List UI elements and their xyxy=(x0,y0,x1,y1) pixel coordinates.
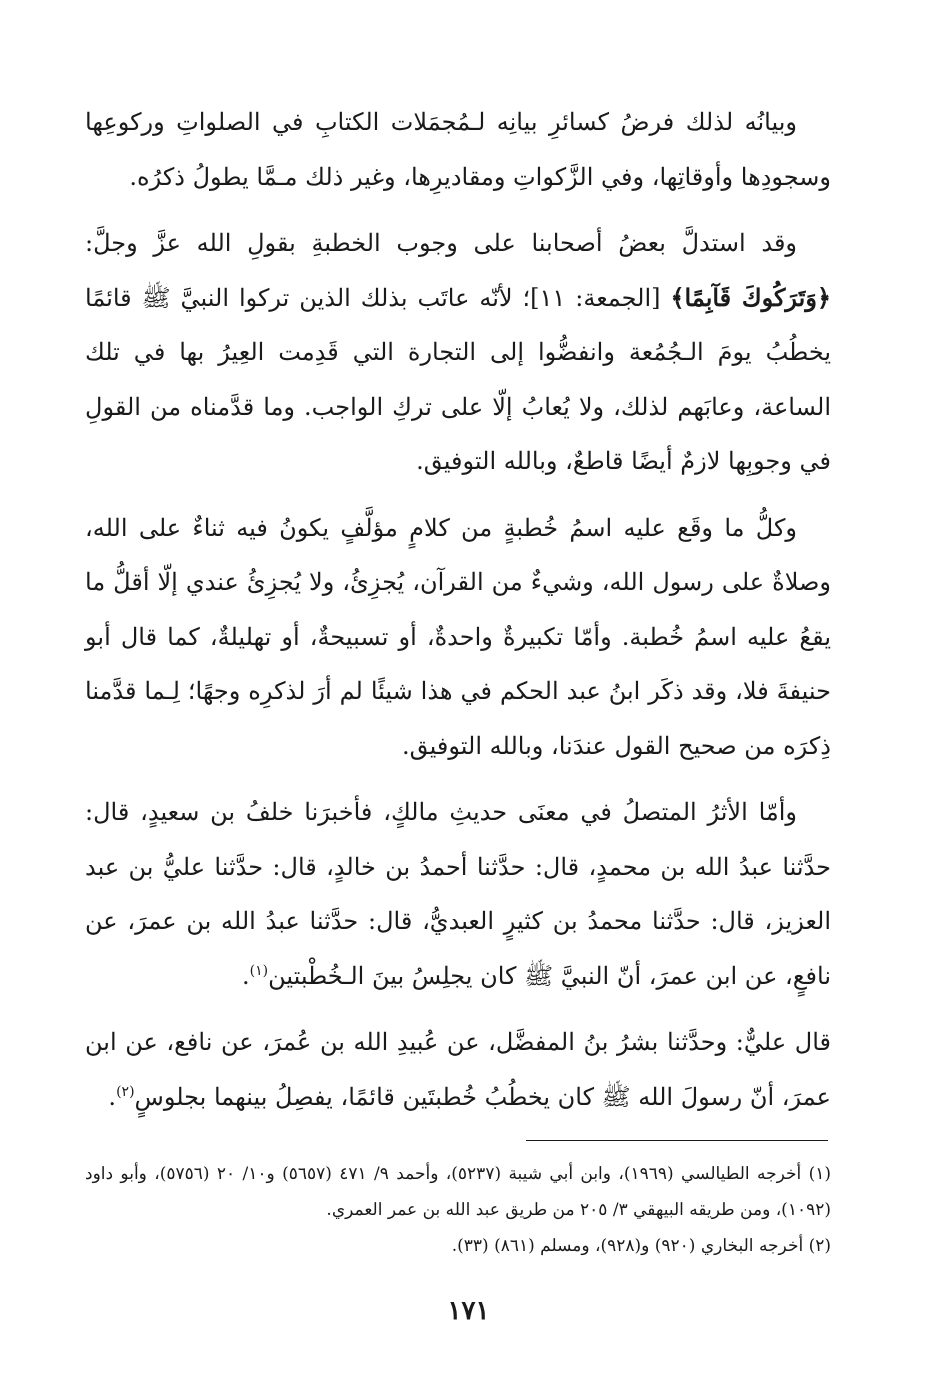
footnote-ref-1[interactable]: (١) xyxy=(249,962,269,979)
paragraph-5-text: قال عليٌّ: وحدَّثنا بشرُ بنُ المفضَّل، عن عُبيدِ الله بن عُمرَ، عن نافع، عن ابن عمرَ، أنّ رسولَ الله ﷺ كان يخطُبُ خُطبتَين قائمًا، يفصِلُ بينهما بجلوسٍ xyxy=(85,1028,831,1111)
paragraph-2-intro: وقد استدلَّ بعضُ أصحابنا على وجوب الخطبةِ بقولِ الله عزَّ وجلَّ: xyxy=(85,229,798,257)
paragraph-5 xyxy=(85,1015,831,1124)
paragraph-3-text: وكلُّ ما وقَع عليه اسمُ خُطبةٍ من كلامٍ مؤلَّفٍ يكونُ فيه ثناءٌ على الله، وصلاةٌ على رسول الله، وشيءٌ من القرآن، يُجزِئُ، ولا يُجزِئُ عندي إلّا أقلُّ ما يقعُ عليه اسمُ خُطبة. وأمّا تكبيرةٌ واحدةٌ، أو تسبيحةٌ، أو تهليلةٌ، كما قال أبو حنيفةَ فلا، وقد ذكَر ابنُ عبد الحكم في هذا شيئًا لم أرَ لذكرِه وجهًا؛ لِـما قدَّمنا ذِكرَه من صحيح القول عندَنا، وبالله التوفيق. xyxy=(85,513,832,760)
paragraph-2 xyxy=(85,216,831,489)
main-text xyxy=(85,95,831,1136)
footnote-1: (١) أخرجه الطيالسي (١٩٦٩)، وابن أبي شيبة (٥٢٣٧)، وأحمد ٩/ ٤٧١ (٥٦٥٧) و١٠/ ٢٠ (٥٧٥٦)، وأبو داود (١٠٩٢)، ومن طريقه البيهقي ٣/ ٢٠٥ من طريق عبد الله بن عمر العمري. xyxy=(85,1164,832,1220)
paragraph-3 xyxy=(85,501,831,774)
paragraph-1 xyxy=(85,95,831,204)
quran-verse: ﴿وَتَرَكُوكَ قَآبِمًا﴾ xyxy=(670,282,831,312)
footnote-ref-2[interactable]: (٢) xyxy=(116,1083,135,1100)
footnote-separator xyxy=(526,1140,828,1141)
paragraph-4-end: . xyxy=(242,961,250,990)
page-number: ١٧١ xyxy=(447,1296,490,1326)
paragraph-5-end: . xyxy=(108,1082,117,1111)
paragraph-1-text: وبيانُه لذلك فرضُ كسائرِ بيانِه لـمُجمَلات الكتابِ في الصلواتِ وركوعِها وسجودِها وأوقاتِها، وفي الزَّكواتِ ومقاديرِها، وغير ذلك مـمَّا يطولُ ذكرُه. xyxy=(85,108,831,191)
paragraph-4 xyxy=(85,785,831,1003)
paragraph-2-text: [الجمعة: ١١]؛ لأنّه عاتَب بذلك الذين تركوا النبيَّ ﷺ قائمًا يخطُبُ يومَ الـجُمُعة وانفضُّوا إلى التجارة التي قَدِمت العِيرُ بها في تلك الساعة، وعابَهم لذلك، ولا يُعابُ إلّا على تركِ الواجب. وما قدَّمناه من القولِ في وجوبِها لازمٌ أيضًا قاطعٌ، وبالله التوفيق. xyxy=(85,283,831,475)
footnotes xyxy=(85,1156,831,1264)
footnote-2: (٢) أخرجه البخاري (٩٢٠) و(٩٢٨)، ومسلم (٨٦١) (٣٣). xyxy=(451,1236,831,1256)
paragraph-4-text: وأمّا الأثرُ المتصلُ في معنَى حديثِ مالكٍ، فأخبرَنا خلفُ بن سعيدٍ، قال: حدَّثنا عبدُ الله بن محمدٍ، قال: حدَّثنا أحمدُ بن خالدٍ، قال: حدَّثنا عليُّ بن عبد العزيز، قال: حدَّثنا محمدُ بن كثيرٍ العبديُّ، قال: حدَّثنا عبدُ الله بن عمرَ، عن نافعٍ، عن ابن عمرَ، أنّ النبيَّ ﷺ كان يجلِسُ بينَ الـخُطْبتين xyxy=(85,798,831,990)
